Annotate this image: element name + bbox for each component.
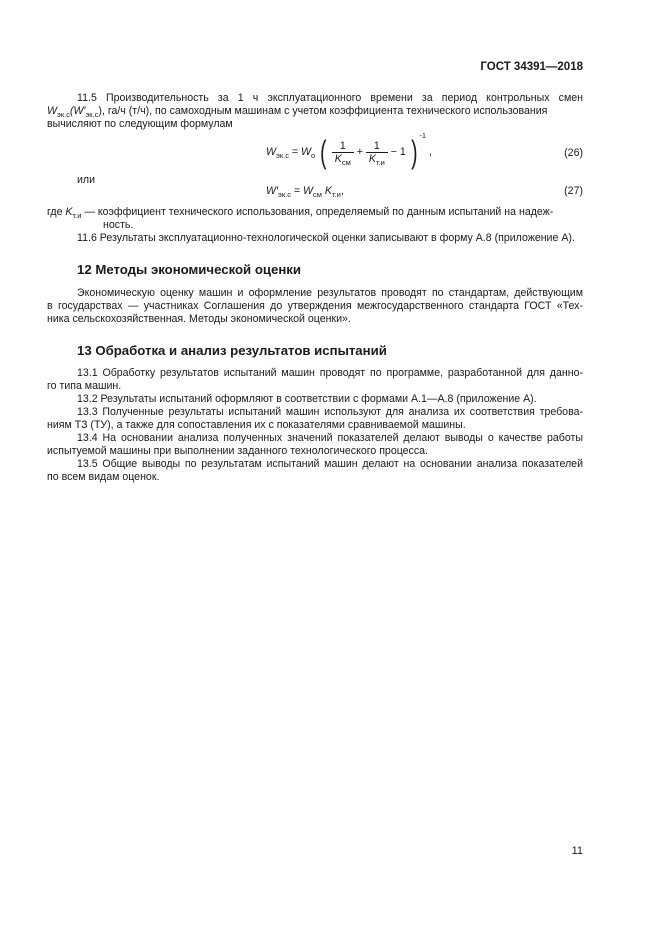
paragraph-text: ), га/ч (т/ч), по самоходным машинам с учетом коэффициента технического использования: [98, 105, 548, 117]
formula-comma: ,: [429, 145, 432, 158]
formula-subscript: т.и: [375, 157, 385, 167]
where-line2: ность.: [103, 219, 134, 231]
where-line1: [47, 206, 583, 219]
section-12-title: 12 Методы экономической оценки: [77, 262, 301, 277]
formula-symbol: W: [266, 145, 276, 158]
formula-26: [266, 131, 432, 170]
formula-comma: ,: [340, 185, 344, 197]
standard-header: ГОСТ 34391—2018: [480, 61, 583, 73]
fraction: [366, 140, 388, 165]
equation-number-26: (26): [564, 147, 583, 159]
paragraph-11-6: 11.6 Результаты эксплуатационно-технологической оценки записывают в форму А.8 (приложение А).: [77, 232, 575, 244]
paragraph-13-5-line1: 13.5 Общие выводы по результатам испытаний машин делают на основании анализа показателей: [77, 458, 583, 470]
formula-symbol: K: [324, 185, 332, 197]
symbol-w: W: [47, 105, 57, 117]
formula-subscript: см: [313, 190, 322, 200]
or-text: или: [77, 174, 96, 186]
formula-27: [266, 185, 344, 200]
paragraph-11-5-line1: 11.5 Производительность за 1 ч эксплуатационного времени за период контрольных смен: [77, 92, 583, 104]
numerator: 1: [332, 140, 354, 153]
paragraph-13-1-line2: го типа машин.: [47, 380, 122, 392]
formula-operator: =: [291, 145, 299, 158]
where-text: — коэффициент технического использования, определяемый по данным испытаний на надеж-: [84, 206, 554, 218]
section-13-title: 13 Обработка и анализ результатов испытаний: [77, 343, 387, 358]
subscript: эк.с: [85, 110, 99, 120]
paragraph-13-3-line2: ниям ТЗ (ТУ), а также для сопоставления их с показателями сравниваемой машины.: [47, 419, 466, 431]
paragraph-13-5-line2: по всем видам оценок.: [47, 471, 160, 483]
formula-operator: − 1: [390, 145, 406, 158]
left-paren: (: [320, 134, 327, 170]
numerator: 1: [366, 140, 388, 153]
formula-symbol: K: [334, 152, 342, 165]
paragraph-13-3-line1: 13.3 Полученные результаты испытаний машин используют для анализа их соответствия требова-: [77, 406, 583, 418]
subscript: эк.с: [57, 110, 70, 120]
section-12-line3: ника сельскохозяйственная. Методы экономической оценки».: [47, 313, 351, 325]
where-prefix: где: [47, 206, 63, 218]
section-12-line1: Экономическую оценку машин и оформление результатов проводят по стандартам, действующим: [77, 287, 583, 299]
paragraph-11-5-line2: [47, 105, 583, 118]
formula-operator: =: [293, 185, 301, 197]
formula-subscript: см: [341, 157, 351, 167]
formula-symbol: W: [303, 185, 314, 197]
paragraph-11-5-line3: вычисляют по следующим формулам: [47, 118, 233, 130]
formula-subscript: т.и: [72, 211, 82, 221]
section-12-line2: в государствах — участниках Соглашения до утверждения межгосударственного стандарта ГОСТ «Тех-: [47, 300, 583, 312]
paragraph-13-4-line2: испытуемой машины при выполнении заданного технологического процесса.: [47, 445, 428, 457]
formula-symbol: W′: [266, 185, 278, 197]
equation-number-27: (27): [564, 185, 583, 197]
formula-subscript: эк.с: [276, 150, 289, 160]
formula-symbol: K: [65, 206, 73, 218]
formula-symbol: K: [368, 152, 376, 165]
right-paren: ): [410, 134, 418, 170]
paragraph-13-1-line1: 13.1 Обработку результатов испытаний машин проводят по программе, разработанной для данно-: [77, 367, 583, 379]
formula-symbol: W: [301, 145, 312, 158]
denominator: [366, 153, 388, 165]
symbol-w-prime: (W′: [69, 105, 86, 117]
paragraph-13-2: 13.2 Результаты испытаний оформляют в соответствии с формами А.1—А.8 (приложение А).: [77, 393, 537, 405]
paragraph-13-4-line1: 13.4 На основании анализа полученных значений показателей делают выводы о качестве работы: [77, 432, 583, 444]
formula-operator: +: [356, 145, 363, 158]
exponent: -1: [419, 131, 427, 141]
formula-subscript: т.и: [331, 190, 341, 200]
page-number: 11: [571, 845, 583, 857]
formula-subscript: эк.с: [278, 190, 291, 200]
denominator: [332, 153, 354, 165]
formula-subscript: о: [311, 150, 316, 160]
fraction: [332, 140, 354, 165]
